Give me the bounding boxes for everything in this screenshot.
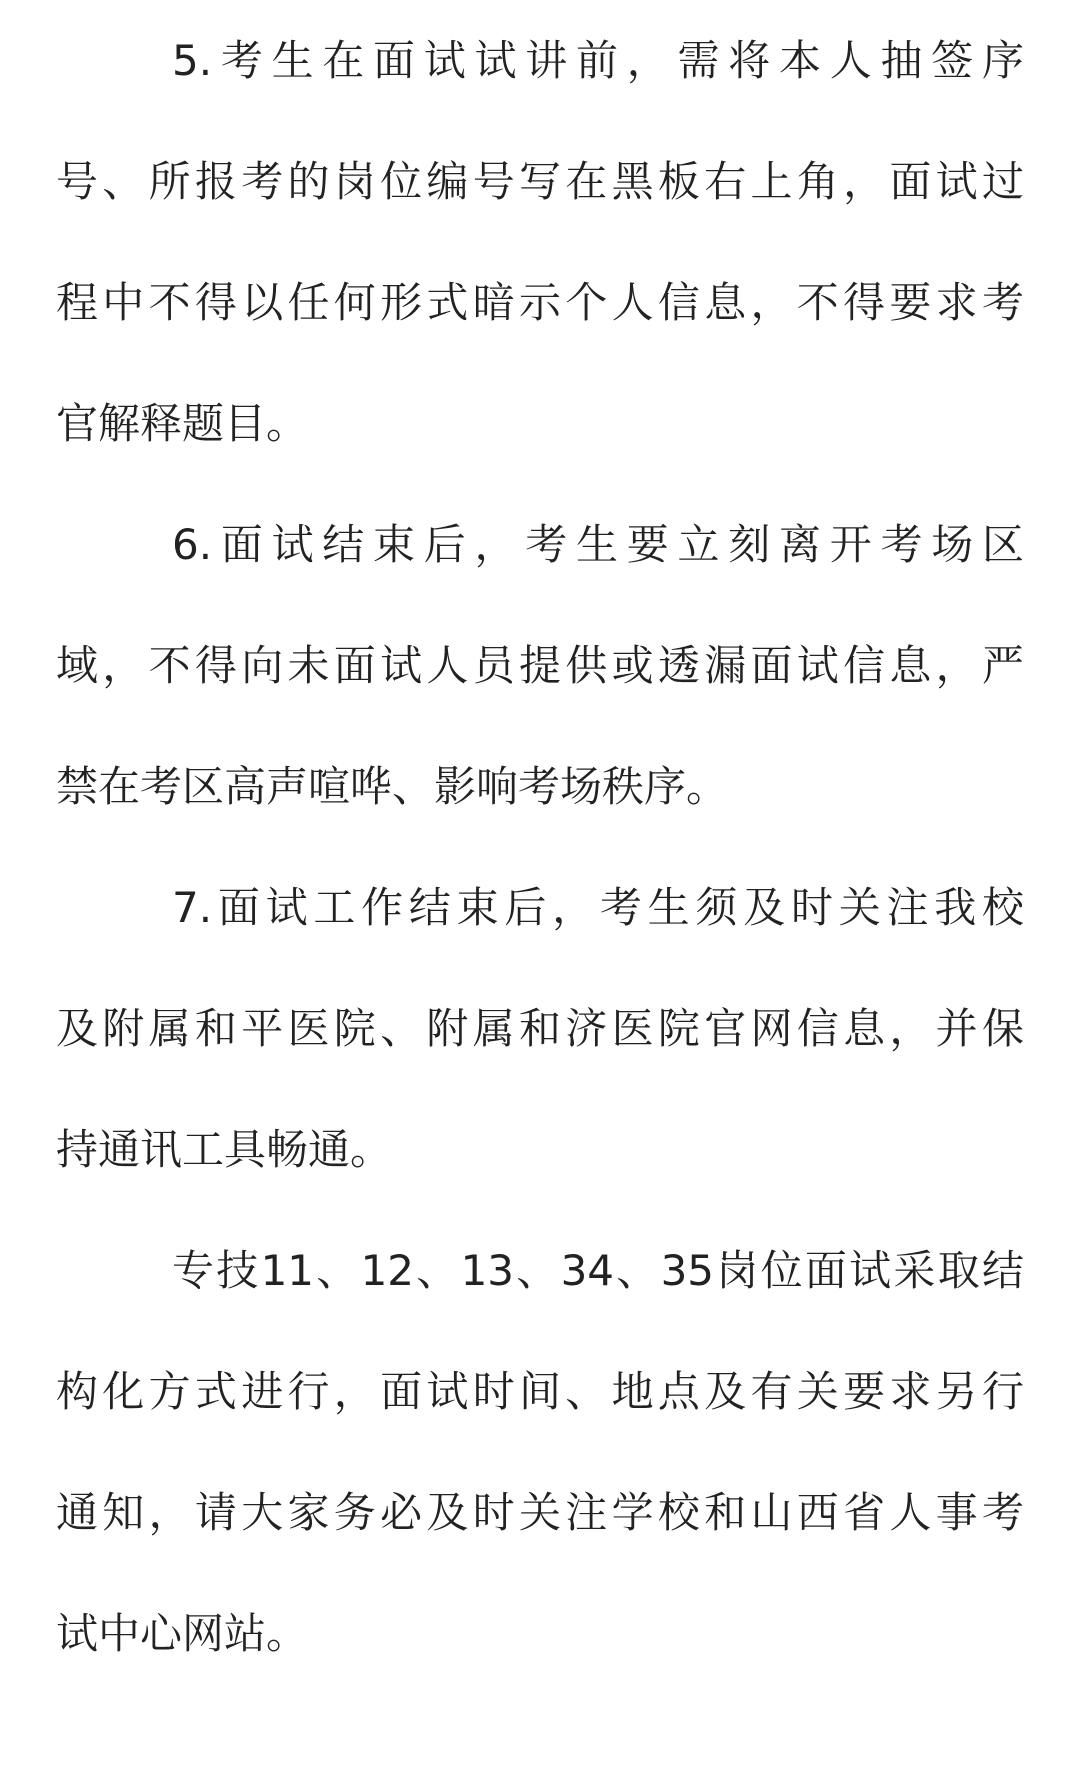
text-line: 官解释题目。	[56, 399, 309, 448]
paragraph-special-positions	[56, 1210, 1024, 1694]
text-line: 专技11、12、13、34、35岗位面试采取结	[172, 1246, 1024, 1295]
text-line: 域，不得向未面试人员提供或透漏面试信息，严	[56, 641, 1024, 690]
text-line: 程中不得以任何形式暗示个人信息，不得要求考	[56, 278, 1024, 327]
article-body	[56, 0, 1024, 1694]
text-line: 构化方式进行，面试时间、地点及有关要求另行	[56, 1367, 1024, 1416]
text-line: 号、所报考的岗位编号写在黑板右上角，面试过	[56, 157, 1024, 206]
text-line: 7.面试工作结束后，考生须及时关注我校	[172, 883, 1024, 932]
paragraph-item-6	[56, 484, 1024, 847]
text-line: 及附属和平医院、附属和济医院官网信息，并保	[56, 1004, 1024, 1053]
text-line: 通知，请大家务必及时关注学校和山西省人事考	[56, 1488, 1024, 1537]
text-line: 禁在考区高声喧哗、影响考场秩序。	[56, 762, 729, 811]
paragraph-item-7	[56, 847, 1024, 1210]
text-line: 持通讯工具畅通。	[56, 1125, 393, 1174]
paragraph-item-5	[56, 0, 1024, 484]
text-line: 试中心网站。	[56, 1609, 309, 1658]
text-line: 5.考生在面试试讲前，需将本人抽签序	[172, 36, 1024, 85]
text-line: 6.面试结束后，考生要立刻离开考场区	[172, 520, 1024, 569]
